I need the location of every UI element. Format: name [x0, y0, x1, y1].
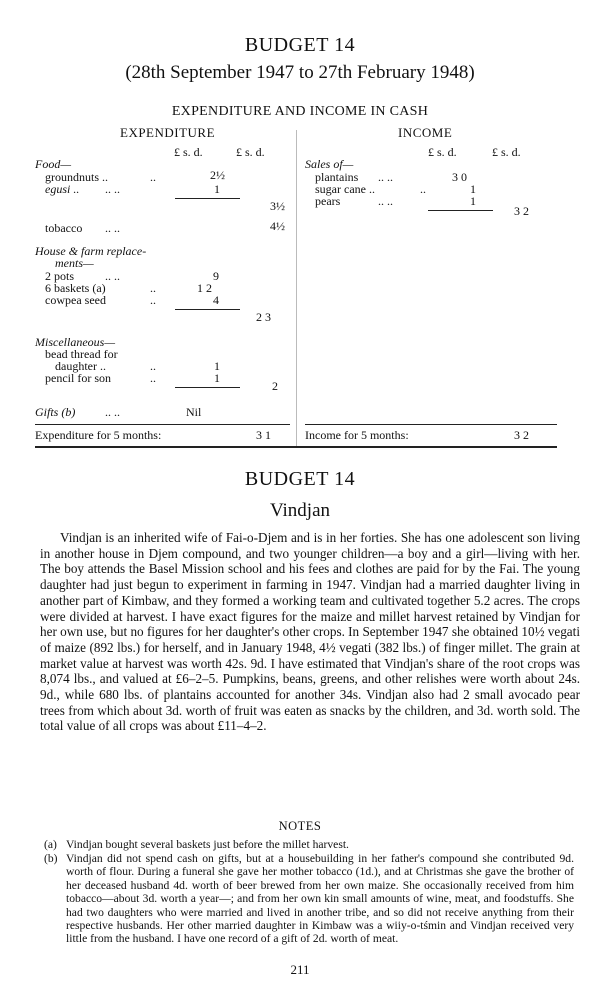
misc-total: 2: [272, 379, 278, 393]
expenditure-col1-header: £ s. d.: [174, 145, 203, 159]
food-subtotal-rule: [175, 198, 240, 199]
expenditure-total-label: Expenditure for 5 months:: [35, 428, 162, 442]
baskets-dots: ..: [150, 281, 156, 295]
section-name: Vindjan: [269, 500, 331, 521]
pencil-dots: ..: [150, 371, 156, 385]
pencil-value: 1: [214, 371, 220, 385]
expenditure-total-top-rule: [35, 424, 290, 425]
cowpea-label: cowpea seed: [45, 293, 106, 307]
egusi-value: 1: [214, 182, 220, 196]
pots-label: 2 pots: [45, 269, 75, 283]
sales-heading: Sales of—: [305, 157, 354, 171]
plantains-label: plantains: [315, 170, 359, 184]
groundnuts-value: 2½: [210, 168, 225, 182]
sugar-cane-value: 1: [470, 182, 476, 196]
note-a-text: Vindjan bought several baskets just before the millet harvest.: [66, 838, 349, 851]
income-col1-header: £ s. d.: [428, 145, 457, 159]
expenditure-col2-header: £ s. d.: [236, 145, 265, 159]
baskets-label: 6 baskets (a): [45, 281, 106, 295]
tobacco-dots: .. ..: [105, 221, 120, 235]
house-subtotal-rule: [175, 309, 240, 310]
bead-thread-label: bead thread for: [45, 347, 118, 361]
gifts-label: Gifts (b): [35, 405, 76, 419]
tobacco-label: tobacco: [45, 221, 83, 235]
misc-heading: Miscellaneous—: [35, 335, 115, 349]
gifts-dots: .. ..: [105, 405, 120, 419]
sales-total: 3 2: [514, 204, 529, 218]
pots-dots: .. ..: [105, 269, 120, 283]
section-title: BUDGET 14: [244, 468, 356, 490]
page-number: 211: [290, 962, 310, 977]
table-bottom-rule: [35, 446, 557, 448]
note-b-text: Vindjan did not spend cash on gifts, but at a housebuilding in her father's compound she contributed 9d. worth of flour. During a funeral she gave her mother tobacco (1d.), and at Christmas she gave the brother of her deceased husband 4d. worth of beer brewed from her own maize. She occasionally received from him tobacco—about 3d. worth a year—; and from her own kin small amounts of wine, meat, and foodstuffs. She had two daughters who were married and lived in another tribe, and so did not receive anything from their respective husbands. Her other married daughter in Kimbaw was a wiiy-o-tśmin and Vindjan received very little from the husband. I have one record of a gift of 2d. worth of meat.: [66, 852, 574, 946]
income-total-top-rule: [305, 424, 557, 425]
food-total: 3½: [270, 199, 285, 213]
house-heading-continued: ments—: [55, 256, 94, 270]
egusi-label: egusi ..: [45, 182, 80, 196]
pots-value: 9: [213, 269, 219, 283]
sugar-cane-label: sugar cane ..: [315, 182, 375, 196]
sugar-cane-dots: ..: [420, 182, 426, 196]
income-heading: INCOME: [398, 125, 453, 140]
cowpea-value: 4: [213, 293, 219, 307]
pears-value: 1: [470, 194, 476, 208]
egusi-dots: .. ..: [105, 182, 120, 196]
groundnuts-label: groundnuts ..: [45, 170, 108, 184]
groundnuts-dots: ..: [150, 170, 156, 184]
house-total: 2 3: [256, 310, 271, 324]
note-b-label: (b): [44, 852, 58, 865]
baskets-value: 1 2: [197, 281, 212, 295]
table-subtitle: EXPENDITURE AND INCOME IN CASH: [171, 104, 429, 119]
plantains-value: 3 0: [452, 170, 467, 184]
income-total-value: 3 2: [514, 428, 529, 442]
daughter-dots: ..: [150, 359, 156, 373]
body-paragraph: Vindjan is an inherited wife of Fai-o-Djem and is in her forties. She has one adolescent son living in another house in Djem compound, and two younger children—a boy and a girl—living with her. The boy attends the Basel Mission school and his fees and clothes are paid for by the Fai. The young daughter had just begun to experiment in farming in 1947. Vindjan had a married daughter living in another part of Kimbaw, and they formed a working team and cultivated together 5.2 acres. The crops were divided at harvest. I have exact figures for the maize and millet harvest retained by Vindjan for her own use, but no figures for her daughter's other crops. In September 1947 she obtained 10½ vegati of maize (892 lbs.) for herself, and in January 1948, 4½ vegati (382 lbs.) of finger millet. The grain at market value at harvest was worth 42s. 9d. I have estimated that Vindjan's share of the root crops was 8,074 lbs., and valued at £6–2–5. Pumpkins, beans, greens, and other relishes were worth about 24s. 9d., while 680 lbs. of plantains accounted for another 34s. Vindjan also had 2 small avocado pear trees from which about 3d. worth of fruit was eaten as snacks by the children, and 3d. worth sold. The total value of all crops was about £11–4–2.: [40, 530, 580, 734]
pears-label: pears: [315, 194, 341, 208]
food-heading: Food—: [35, 157, 71, 171]
income-col2-header: £ s. d.: [492, 145, 521, 159]
daughter-label: daughter ..: [55, 359, 106, 373]
cowpea-dots: ..: [150, 293, 156, 307]
pears-dots: .. ..: [378, 194, 393, 208]
note-a-label: (a): [44, 838, 57, 851]
pencil-label: pencil for son: [45, 371, 111, 385]
income-total-label: Income for 5 months:: [305, 428, 409, 442]
expenditure-total-value: 3 1: [256, 428, 271, 442]
notes-heading: NOTES: [278, 819, 322, 833]
daughter-value: 1: [214, 359, 220, 373]
column-divider: [296, 130, 297, 448]
page-title: BUDGET 14: [244, 34, 356, 56]
expenditure-heading: EXPENDITURE: [120, 125, 216, 140]
gifts-value: Nil: [186, 405, 202, 419]
tobacco-value: 4½: [270, 219, 285, 233]
budget-period: (28th September 1947 to 27th February 1948): [125, 62, 475, 83]
plantains-dots: .. ..: [378, 170, 393, 184]
house-heading: House & farm replace-: [35, 244, 147, 258]
misc-subtotal-rule: [175, 387, 240, 388]
sales-subtotal-rule: [428, 210, 493, 211]
